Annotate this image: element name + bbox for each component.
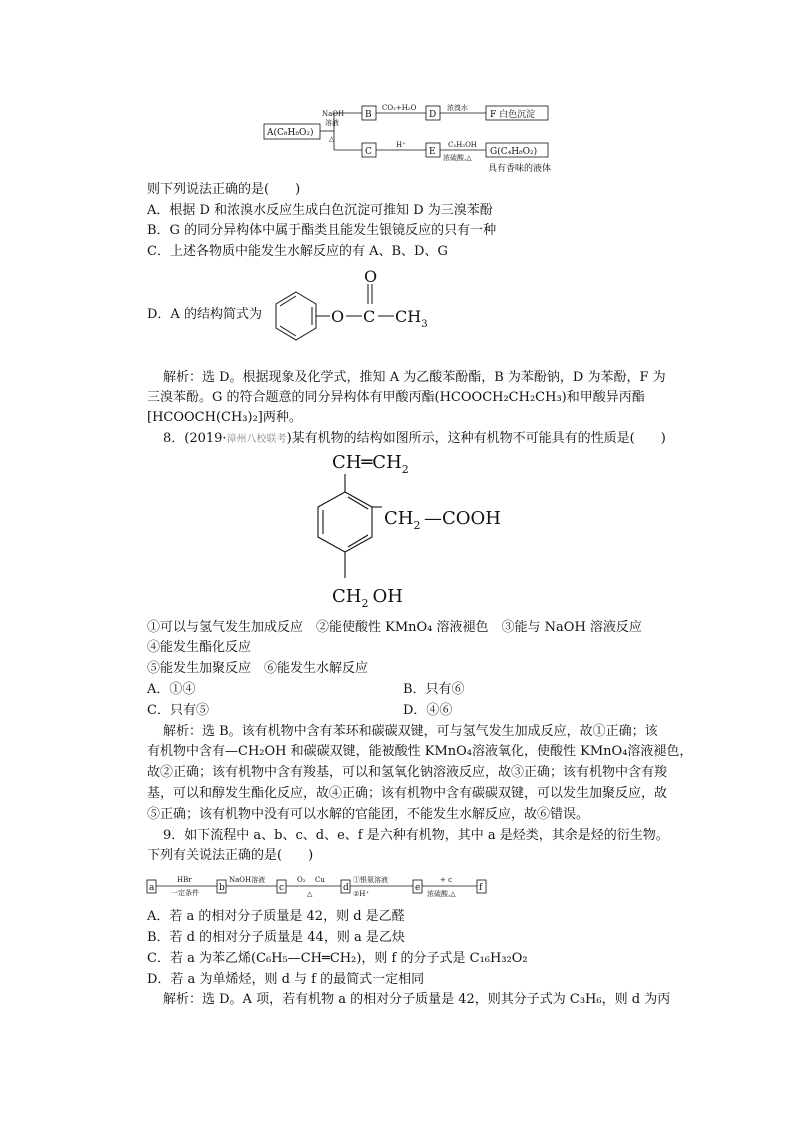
q8-properties-line-3: ⑤能发生加聚反应 ⑥能发生水解反应 <box>147 661 369 676</box>
oxygen-label: O₂ <box>297 876 306 884</box>
q9-option-b[interactable]: B．若 d 的相对分子质量是 44，则 a 是乙炔 <box>147 930 405 945</box>
q8-option-d[interactable]: D．④⑥ <box>403 703 453 718</box>
flow-d: d <box>343 883 349 893</box>
conc-acid-label: 浓硫酸,△ <box>443 154 472 162</box>
q9-stem-line-1: 9．如下流程中 a、b、c、d、e、f 是六种有机物，其中 a 是烃类，其余是烃的衍生物。 <box>163 828 669 843</box>
box-a: A(C₈H₈O₂) <box>267 128 314 138</box>
flow-c: c <box>279 883 285 893</box>
q9-option-d[interactable]: D．若 a 为单烯烃，则 d 与 f 的最简式一定相同 <box>147 972 425 987</box>
acidify-label: ②H⁺ <box>353 890 370 898</box>
condition-label: 一定条件 <box>171 889 199 897</box>
q8-answer-line-4: 基，可以和醇发生酯化反应，故④正确；该有机物中含有碳碳双键，可以发生加聚反应，故 <box>147 786 668 801</box>
carbonyl-carbon: C <box>363 307 376 326</box>
q8-properties-line-1: ①可以与氢气发生加成反应 ②能使酸性 KMnO₄ 溶液褪色 ③能与 NaOH 溶液反应 <box>147 620 642 635</box>
naoh-solution-label: 溶液 <box>325 119 339 127</box>
q8-option-a[interactable]: A．①④ <box>147 682 196 697</box>
q8-answer-line-1: 解析：选 B。该有机物中含有苯环和碳碳双键，可与氢气发生加成反应，故①正确；该 <box>163 724 658 739</box>
q8-source: 漳州八校联考 <box>226 434 287 445</box>
ethanol-label: C₂H₅OH <box>448 141 477 149</box>
q7-answer-line-3: [HCOOCH(CH₃)₂]两种。 <box>147 410 302 425</box>
q7-option-d[interactable]: D．A 的结构简式为 <box>147 307 262 322</box>
q8-option-c[interactable]: C．只有⑤ <box>147 703 209 718</box>
box-d: D <box>429 110 437 120</box>
ester-oxygen: O <box>331 307 345 326</box>
q9-option-c[interactable]: C．若 a 为苯乙烯(C₆H₅—CH═CH₂)，则 f 的分子式是 C₁₆H₃₂O₂ <box>147 951 528 966</box>
q8-answer-line-5: ⑤正确；该有机物中没有可以水解的官能团，不能发生水解反应，故⑥错误。 <box>147 807 590 822</box>
q8-answer-line-3: 故②正确；该有机物中含有羧基，可以和氢氧化钠溶液反应，故③正确；该有机物中含有羧 <box>147 765 668 780</box>
box-b: B <box>365 110 372 120</box>
q8-option-b[interactable]: B．只有⑥ <box>403 682 465 697</box>
carbonyl-oxygen: O <box>364 267 378 286</box>
hbr-label: HBr <box>177 876 192 884</box>
hydroxymethyl-group: $CH_2$ OH <box>332 586 403 610</box>
heat-label: △ <box>329 135 335 143</box>
box-e: E <box>429 147 436 157</box>
plus-c-label: + c <box>440 876 453 884</box>
q9-stem-line-2: 下列有关说法正确的是( ) <box>147 848 314 863</box>
q7-option-a[interactable]: A．根据 D 和浓溴水反应生成白色沉淀可推知 D 为三溴苯酚 <box>147 203 493 218</box>
sulfuric-acid-label: 浓硫酸,△ <box>427 890 456 898</box>
q7-stem: 则下列说法正确的是( ) <box>147 182 301 197</box>
flow-e: e <box>415 883 421 893</box>
methyl-group: $CH_3$ <box>395 307 428 330</box>
q8-stem: 8．(2019·漳州八校联考)某有机物的结构如图所示，这种有机物不可能具有的性质是( ) <box>163 431 666 446</box>
q7-answer-line-2: 三溴苯酚。G 的符合题意的同分异构体有甲酸丙酯(HCOOCH₂CH₂CH₃)和甲酸异丙酯 <box>147 390 645 405</box>
heat-label-2: △ <box>307 890 313 898</box>
carboxyl-group: —COOH <box>424 508 501 529</box>
q9-answer-line-1: 解析：选 D。A 项，若有机物 a 的相对分子质量是 42，则其分子式为 C₃H₆，则 d 为丙 <box>163 992 671 1007</box>
box-g: G(C₄H₈O₂) <box>490 147 538 157</box>
flow-f: f <box>479 883 483 893</box>
bromine-water-label: 浓溴水 <box>447 104 468 112</box>
copper-label: Cu <box>315 876 325 884</box>
q8-properties-line-2: ④能发生酯化反应 <box>147 640 252 655</box>
fragrant-liquid-label: 具有香味的液体 <box>488 164 552 174</box>
reaction-flow-diagram-1 <box>250 100 570 178</box>
naoh-label: NaOH <box>322 110 345 118</box>
box-f: F 白色沉淀 <box>490 110 536 120</box>
silver-ammonia-label: ①银氨溶液 <box>353 876 388 884</box>
q7-option-b[interactable]: B．G 的同分异构体中属于酯类且能发生银镜反应的只有一种 <box>147 223 497 238</box>
phenyl-acetate-structure <box>262 266 442 356</box>
vinyl-group: $CH═CH_2$ <box>332 452 409 476</box>
box-c: C <box>365 147 372 157</box>
q9-option-a[interactable]: A．若 a 的相对分子质量是 42，则 d 是乙醛 <box>147 909 405 924</box>
q8-structure <box>300 452 520 612</box>
q8-answer-line-2: 有机物中含有—CH₂OH 和碳碳双键，能被酸性 KMnO₄溶液氧化，使酸性 KMnO₄溶液褪色， <box>147 744 693 759</box>
flow-b: b <box>219 883 225 893</box>
reaction-flow-diagram-2 <box>145 870 505 902</box>
q7-answer-line-1: 解析：选 D。根据现象及化学式，推知 A 为乙酸苯酚酯，B 为苯酚钠，D 为苯酚，F 为 <box>163 370 666 385</box>
methylene-group: $CH_2$ <box>384 508 421 532</box>
h-plus-label: H⁺ <box>396 141 406 149</box>
co2-water-label: CO₂+H₂O <box>382 104 417 112</box>
naoh-solution-label-2: NaOH溶液 <box>229 876 266 884</box>
q7-option-c[interactable]: C．上述各物质中能发生水解反应的有 A、B、D、G <box>147 244 448 259</box>
flow-a: a <box>149 883 155 893</box>
